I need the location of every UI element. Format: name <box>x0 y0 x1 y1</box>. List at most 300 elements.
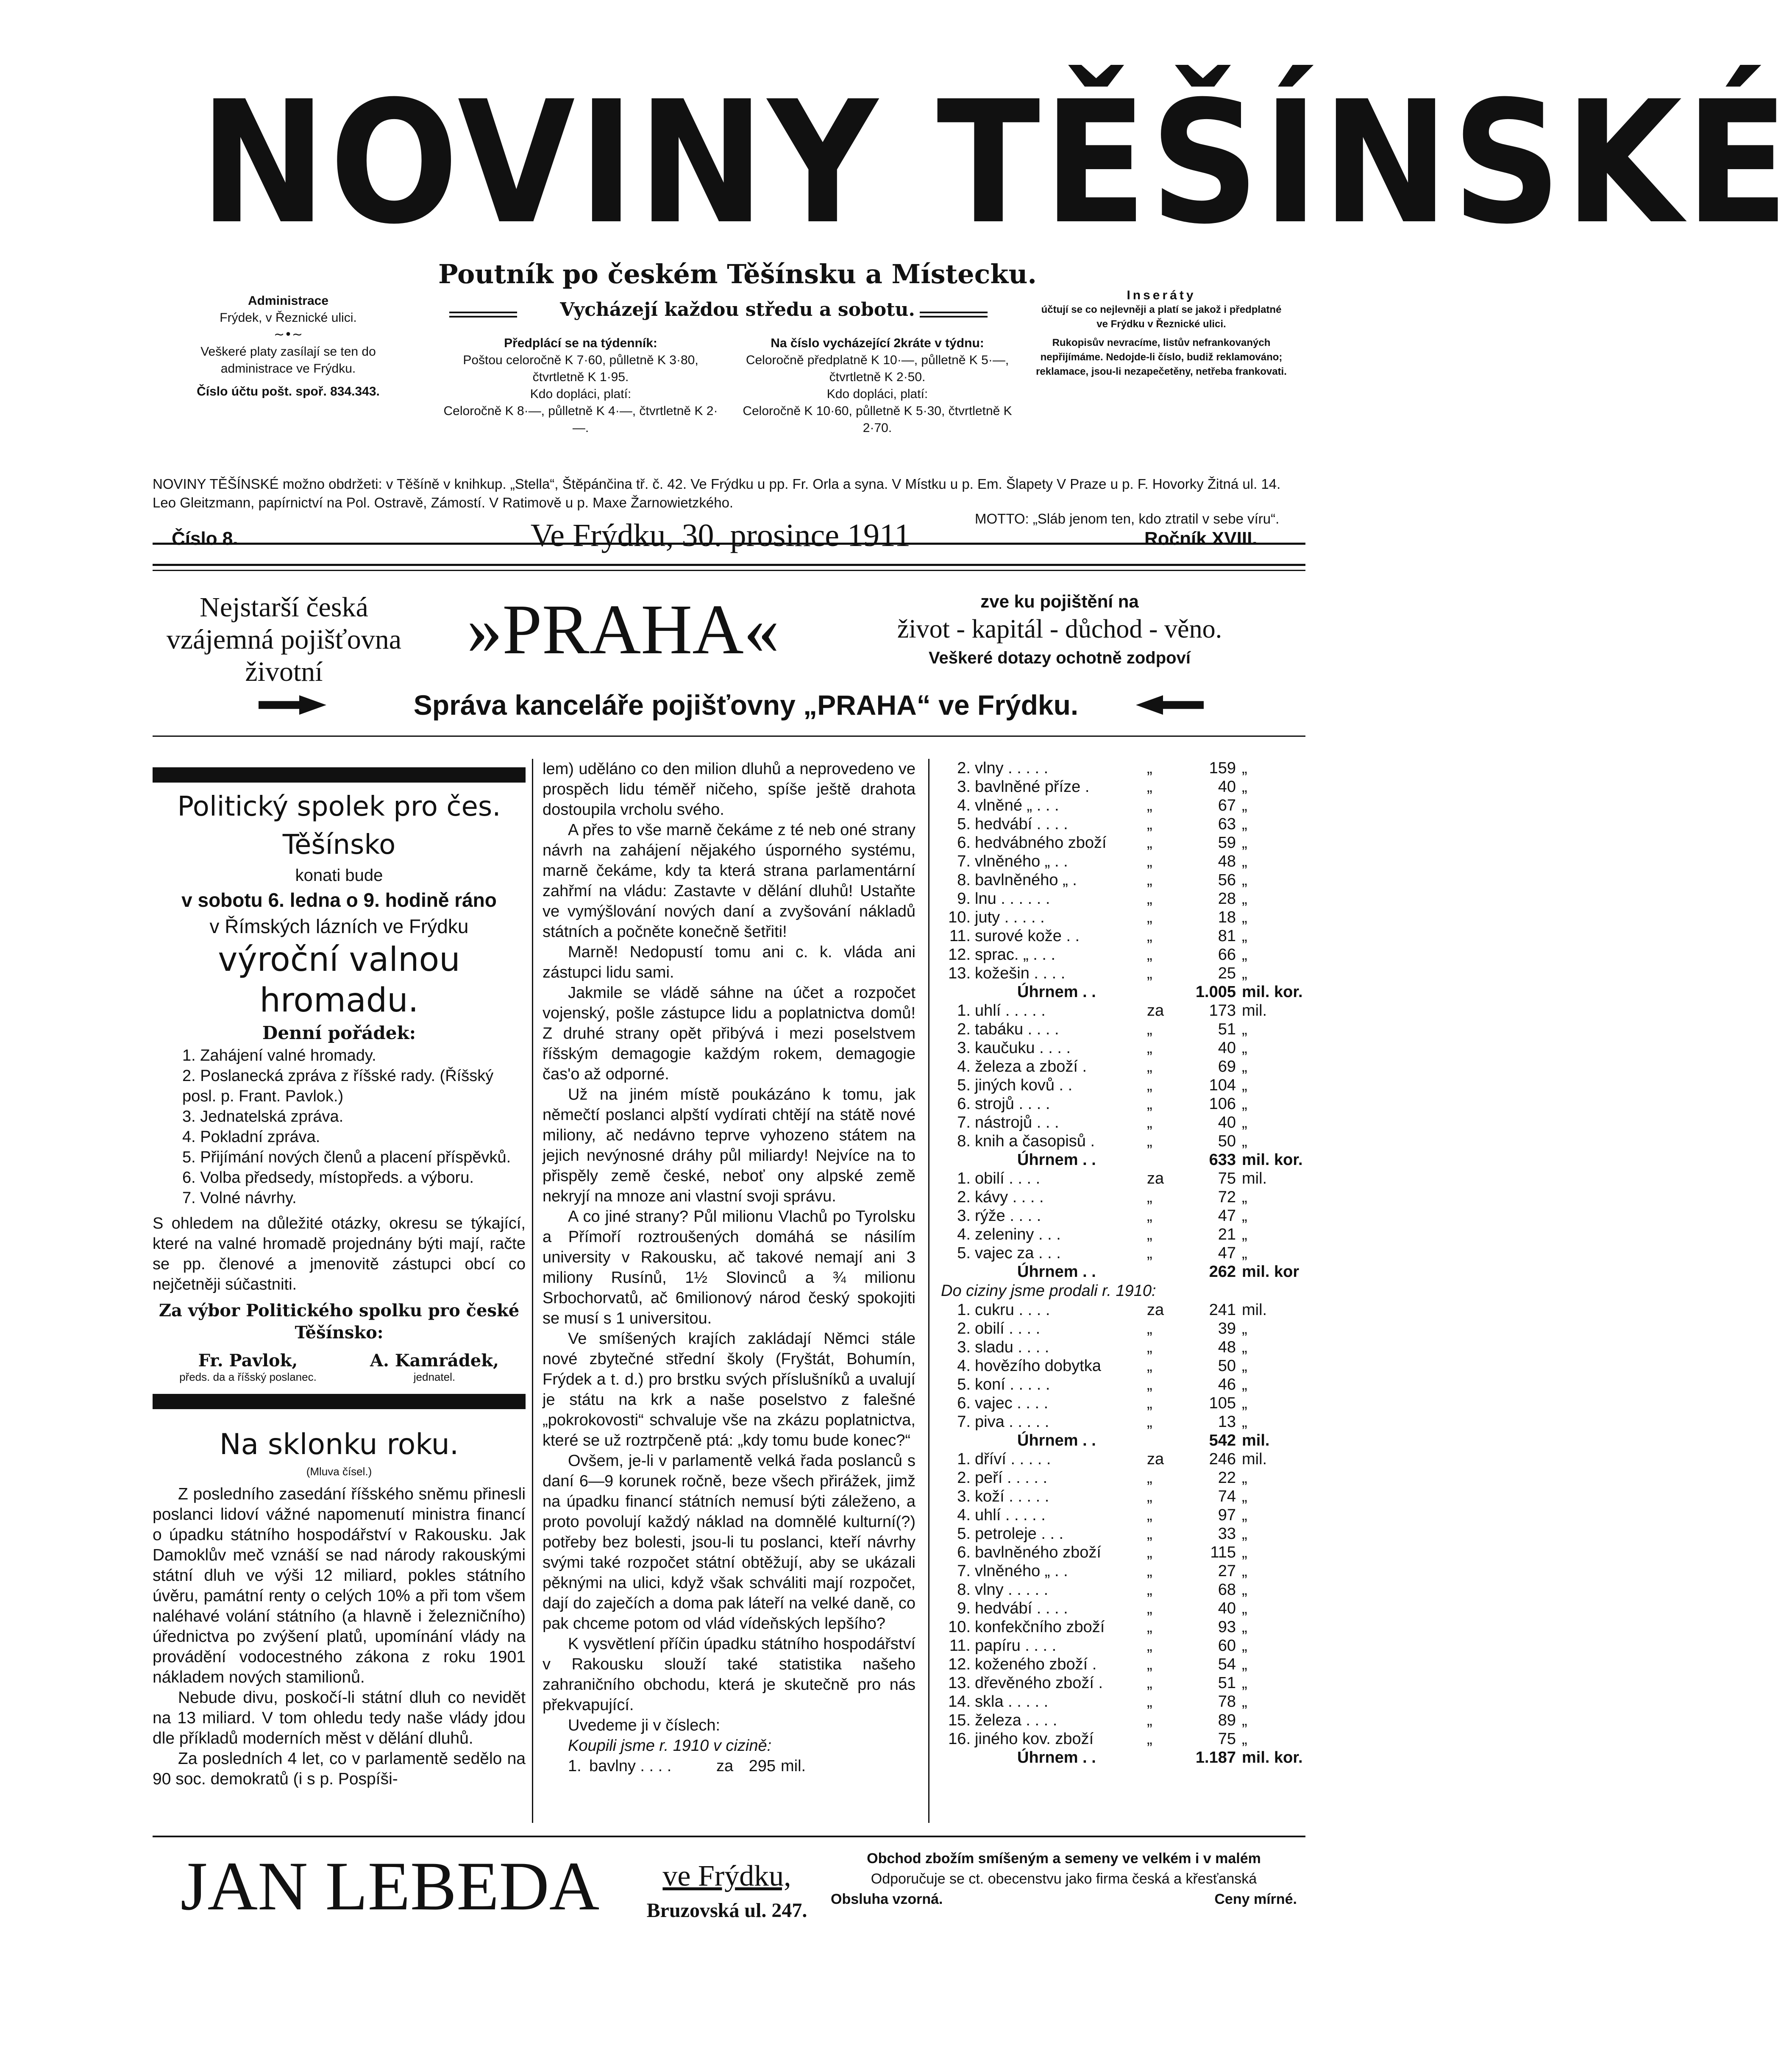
sum-label: Úhrnem . . <box>1017 1151 1096 1169</box>
table-row <box>941 1057 1305 1076</box>
signature-name: A. Kamrádek, <box>370 1351 499 1371</box>
row-unit: „ <box>1242 1207 1247 1225</box>
issue-number: Číslo 8. <box>172 528 238 549</box>
footer-prices: Ceny mírné. <box>1214 1891 1297 1907</box>
agenda-item: 7. Volné návrhy. <box>182 1189 297 1207</box>
row-prefix: „ <box>1147 1076 1152 1094</box>
row-number: 16. <box>948 1730 971 1748</box>
sum-label: Úhrnem . . <box>1017 1432 1096 1449</box>
row-item: rýže . . . . <box>975 1207 1041 1225</box>
article-paragraph: Za posledních 4 let, co v parlamentě sedělo na 90 soc. demokratů (i s p. Pospíši- <box>153 1750 526 1788</box>
row-value: 47 <box>1218 1244 1236 1262</box>
footer-place: ve Frýdku, <box>662 1860 791 1892</box>
row-unit: „ <box>1242 1637 1247 1655</box>
row-item: uhlí . . . . . <box>975 1002 1046 1020</box>
row-number: 3. <box>957 778 971 796</box>
row-prefix: „ <box>1147 908 1152 926</box>
row-prefix: „ <box>1147 1730 1152 1748</box>
row-number: 6. <box>957 1544 971 1561</box>
row-value: 63 <box>1218 815 1236 833</box>
article-paragraph: Ovšem, je-li v parlamentě velká řada poslanců s daní 6—9 korunek ročně, beze všech přirážek, jimž na úpadku financí státních nemusí býti záleženo, a proto povolují každý náklad na domnělé kulturní(?) potřeby bez bolesti, jsou-li tu poslanci, kteří návrhy svými také rozpočet státní obtěžují, aby se ukázali pěknými na ulici, když však schváliti mají rozpočet, dají do zaječích a doma pak láteří na velké daně, co pak chceme potom od vlád vídeňských lepšího? <box>543 1452 915 1633</box>
row-number: 3. <box>957 1488 971 1505</box>
row-value: 159 <box>1209 759 1236 777</box>
issue-volume: Ročník XVIII. <box>1144 528 1258 549</box>
sum-unit: mil. kor <box>1242 1263 1299 1281</box>
row-item: vlněného „ . . <box>975 1562 1068 1580</box>
row-prefix: „ <box>1147 853 1152 870</box>
table-row <box>941 1357 1305 1375</box>
agenda-item: 1. Zahájení valné hromady. <box>182 1047 376 1064</box>
row-item: hovězího dobytka <box>975 1357 1101 1375</box>
row-number: 15. <box>948 1711 971 1729</box>
export-table-goods <box>941 1450 1305 1748</box>
table-row <box>941 833 1305 852</box>
row-value: 48 <box>1218 853 1236 870</box>
footer-line1: Obchod zbožím smíšeným a semeny ve velkém i v malém <box>867 1850 1261 1867</box>
table-row <box>941 927 1305 945</box>
row-value: 105 <box>1209 1394 1236 1412</box>
row-value: 25 <box>1218 964 1236 982</box>
row-unit: mil. <box>1242 1301 1267 1319</box>
row-unit: „ <box>1242 1413 1247 1431</box>
row-value: 51 <box>1218 1674 1236 1692</box>
table-row <box>941 759 1305 777</box>
article-title: Na sklonku roku. <box>219 1428 459 1461</box>
row-item: strojů . . . . <box>975 1095 1050 1113</box>
row-number: 4. <box>957 797 971 814</box>
black-bar <box>153 1394 526 1409</box>
row-value: 66 <box>1218 946 1236 964</box>
agenda-item: 6. Volba předsedy, místopředs. a výboru. <box>182 1169 474 1187</box>
table-row <box>941 1580 1305 1599</box>
row-prefix: „ <box>1147 1693 1152 1711</box>
row-item: sprac. „ . . . <box>975 946 1056 964</box>
row-number: 5. <box>957 1525 971 1543</box>
meeting-line1: konati bude <box>295 866 383 885</box>
agenda-title: Denní pořádek: <box>262 1023 416 1043</box>
prices-twice-mail: Celoročně předplatně K 10·—, půlletně K 5·—, čtvrtletně K 2·50. <box>746 353 1009 384</box>
row-value: 13 <box>1218 1413 1236 1431</box>
row-prefix: „ <box>1147 1711 1152 1729</box>
row-unit: „ <box>1242 815 1247 833</box>
row-unit: „ <box>1242 871 1247 889</box>
row-value: 40 <box>1218 1599 1236 1617</box>
row-item: lnu . . . . . . <box>975 890 1050 908</box>
agenda-item: 3. Jednatelská zpráva. <box>182 1108 344 1126</box>
row-number: 3. <box>957 1039 971 1057</box>
sum-row-e <box>941 1748 1305 1767</box>
praha-ad-contact: Veškeré dotazy ochotně zodpoví <box>929 649 1191 667</box>
publishing-frequency: Vycházejí každou středu a sobotu. <box>560 299 915 320</box>
table-row <box>941 1506 1305 1524</box>
table-row <box>941 1450 1305 1468</box>
row-unit: „ <box>1242 1674 1247 1692</box>
article-paragraph: Už na jiném místě poukázáno k tomu, jak němečtí poslanci alpští vydírati chtějí na státě nové miliony, ač nedávno teprve vyhozeno státem na jejich nevýnosné dráhy půl miliardy! Nejvíce na to přispěly země české, neboť ony alpské země nekryjí na mnoze ani vlastní svoji správu. <box>543 1086 915 1205</box>
row-prefix: „ <box>1147 1132 1152 1150</box>
row-prefix: „ <box>1147 1655 1152 1673</box>
agenda-item: 2. Poslanecká zpráva z říšské rady. (Říšský posl. p. Frant. Pavlok.) <box>182 1067 494 1105</box>
table-row <box>941 1001 1305 1020</box>
row-number: 8. <box>957 871 971 889</box>
row-item: kožešin . . . . <box>975 964 1066 982</box>
table-row <box>941 1674 1305 1692</box>
row-value: 60 <box>1218 1637 1236 1655</box>
ornament: ~•~ <box>274 327 303 342</box>
row-unit: „ <box>1242 908 1247 926</box>
row-prefix: za <box>716 1757 734 1775</box>
row-item: koženého zboží . <box>975 1655 1097 1673</box>
article-paragraph: Ve smíšených krajích zakládají Němci stále nové zbytečné střední školy (Fryštát, Bohumín, Frýdek a t. d.) pro brstku svých příslušníků a uvalují je státu na krk a naše poselstvo z falešné „pokrokovosti“ schvaluje vše na zkázu poplatnictva, které se už roztrpčeně ptá: „kdy tomu bude konec?“ <box>543 1330 915 1449</box>
table-row <box>941 1207 1305 1225</box>
praha-ad-products: život - kapitál - důchod - věno. <box>897 615 1222 644</box>
row-item: vlněné „ . . . <box>975 797 1059 814</box>
row-prefix: „ <box>1147 1020 1152 1038</box>
export-heading: Do ciziny jsme prodali r. 1910: <box>941 1282 1156 1300</box>
meeting-note: S ohledem na důležité otázky, okresu se týkající, které na valné hromadě projednány býti mají, račte se pp. členové a jmenovitě zástupci obcí co nejčetněji súčastniti. <box>153 1215 526 1293</box>
table-row <box>941 871 1305 889</box>
row-item: knih a časopisů . <box>975 1132 1095 1150</box>
row-unit: „ <box>1242 1095 1247 1113</box>
table-row <box>543 1756 915 1776</box>
article-paragraph: Z posledního zasedání říšského sněmu přinesli poslanci lidoví vážné napomenutí ministra financí o úpadku státního hospodářství v Rakousku. Jak Damoklův meč vznáší se nad národy rakouskými státní dluh ve výši 12 miliard, pokles státního úvěru, památní renty o celých 10% a při tom všem naléhavé volání státního (a hlavně i železničního) úřednictva po zvýšení platů, upomínání vlády na provádění vodocestného zákona z roku 1901 nákladem nových stamilionů. <box>153 1485 526 1686</box>
row-value: 46 <box>1218 1376 1236 1393</box>
prices-weekly-mail: Poštou celoročně K 7·60, půlletně K 3·80, čtvrtletně K 1·95. <box>463 353 698 384</box>
row-prefix: „ <box>1147 871 1152 889</box>
row-unit: „ <box>1242 1655 1247 1673</box>
row-value: 50 <box>1218 1357 1236 1375</box>
row-prefix: „ <box>1147 1394 1152 1412</box>
row-number: 8. <box>957 1581 971 1599</box>
article-paragraph: lem) uděláno co den milion dluhů a neprovedeno ve prospěch lidu téměř ničeho, spíše ještě drahota dostoupila vrcholu svého. <box>543 760 915 819</box>
sum-unit: mil. kor. <box>1242 1749 1303 1767</box>
table-row <box>941 796 1305 815</box>
row-unit: „ <box>1242 759 1247 777</box>
table-row <box>941 1225 1305 1244</box>
row-item: koní . . . . . <box>975 1376 1050 1393</box>
row-value: 40 <box>1218 1114 1236 1131</box>
row-value: 27 <box>1218 1562 1236 1580</box>
row-number: 4. <box>957 1357 971 1375</box>
row-unit: „ <box>1242 1357 1247 1375</box>
row-unit: „ <box>1242 834 1247 852</box>
article-paragraph: Koupili jsme r. 1910 v cizině: <box>568 1737 772 1755</box>
row-value: 295 <box>749 1757 776 1775</box>
row-unit: „ <box>1242 1544 1247 1561</box>
article-paragraph: K vysvětlení příčin úpadku státního hospodářství v Rakousku slouží také statistika našeho zahraničního obchodu, která je skutečně pro nás překvapující. <box>543 1635 915 1714</box>
row-prefix: „ <box>1147 1562 1152 1580</box>
prices-weekly-heading: Předplácí se na týdenník: <box>504 336 657 350</box>
inserts-text: účtují se co nejlevněji a platí se jakož i předplatné ve Frýdku v Řeznické ulici. <box>1041 304 1282 330</box>
row-item: železa . . . . <box>975 1711 1057 1729</box>
table-row <box>941 777 1305 796</box>
table-row <box>941 889 1305 908</box>
sum-label: Úhrnem . . <box>1017 1263 1096 1281</box>
row-unit: „ <box>1242 1506 1247 1524</box>
row-unit: „ <box>1242 1114 1247 1131</box>
row-unit: „ <box>1242 1469 1247 1487</box>
row-number: 1. <box>957 1002 971 1020</box>
row-item: hedvábného zboží <box>975 834 1107 852</box>
row-number: 5. <box>957 1076 971 1094</box>
row-unit: mil. <box>781 1757 806 1775</box>
row-unit: „ <box>1242 1376 1247 1393</box>
row-value: 241 <box>1209 1301 1236 1319</box>
sum-value: 633 <box>1209 1151 1236 1169</box>
row-item: bavlněného „ . <box>975 871 1077 889</box>
row-item: vajec . . . . <box>975 1394 1049 1412</box>
row-number: 6. <box>957 1394 971 1412</box>
row-prefix: za <box>1147 1002 1164 1020</box>
sum-value: 262 <box>1209 1263 1236 1281</box>
row-value: 50 <box>1218 1132 1236 1150</box>
row-value: 78 <box>1218 1693 1236 1711</box>
row-unit: „ <box>1242 853 1247 870</box>
row-item: piva . . . . . <box>975 1413 1049 1431</box>
row-number: 2. <box>957 1320 971 1337</box>
row-item: bavlny . . . . <box>589 1757 672 1775</box>
row-number: 11. <box>949 927 971 945</box>
article-paragraph: Uvedeme ji v číslech: <box>568 1716 721 1734</box>
table-row <box>941 1375 1305 1394</box>
praha-ad-invite: zve ku pojištění na <box>980 591 1139 611</box>
row-item: hedvábí . . . . <box>975 1599 1068 1617</box>
article-paragraph: A co jiné strany? Půl milionu Vlachů po Tyrolsku a Přímoří roztroušených domáhá se násilím university v Rakousku, ač takové nemají ani 3 miliony Rusínů, 1½ Slovinců a ¾ milionu Srbochorvatů, ač 6milionový národ český spokojiti se musí s 1 universitou. <box>543 1208 915 1327</box>
meeting-line3: v Římských lázních ve Frýdku <box>209 915 469 937</box>
row-number: 1. <box>568 1757 582 1775</box>
table-row <box>941 1113 1305 1132</box>
sum-row-c <box>941 1262 1305 1281</box>
column-divider <box>928 759 929 1823</box>
row-value: 72 <box>1218 1188 1236 1206</box>
row-unit: „ <box>1242 890 1247 908</box>
row-unit: „ <box>1242 1338 1247 1356</box>
row-prefix: „ <box>1147 1376 1152 1393</box>
row-value: 33 <box>1218 1525 1236 1543</box>
row-number: 8. <box>957 1132 971 1150</box>
row-number: 5. <box>957 1244 971 1262</box>
sum-value: 1.187 <box>1195 1749 1236 1767</box>
row-item: dříví . . . . . <box>975 1450 1051 1468</box>
row-prefix: „ <box>1147 1637 1152 1655</box>
table-row <box>941 1636 1305 1655</box>
row-unit: „ <box>1242 1076 1247 1094</box>
article-paragraph: A přes to vše marně čekáme z té neb oné strany návrh na zahájení nějakého úsporného systému, marně čekáme, kdy ta která strana parlamentární zahřmí na vládu: Zastavte v dělání dluhů! Ustaňte ve vymýšlování nových daní a zvyšování nákladů státních a počněte konečně šetřiti! <box>543 821 915 941</box>
table-row <box>941 1413 1305 1431</box>
administration-box <box>170 293 407 400</box>
row-item: vlny . . . . . <box>975 1581 1049 1599</box>
row-value: 89 <box>1218 1711 1236 1729</box>
signature-name: Fr. Pavlok, <box>198 1351 298 1371</box>
row-item: jiných kovů . . <box>975 1076 1073 1094</box>
signature-role: jednatel. <box>413 1371 456 1383</box>
row-prefix: za <box>1147 1301 1164 1319</box>
import-table-raw <box>941 1001 1305 1151</box>
footer-name: JAN LEBEDA <box>180 1848 600 1925</box>
row-value: 173 <box>1209 1002 1236 1020</box>
row-item: cukru . . . . <box>975 1301 1050 1319</box>
administration-title: Administrace <box>248 294 329 308</box>
row-value: 21 <box>1218 1226 1236 1243</box>
table-row <box>941 1711 1305 1730</box>
row-number: 4. <box>957 1226 971 1243</box>
table-row <box>941 1169 1305 1188</box>
signature-2 <box>370 1351 499 1384</box>
table-row <box>941 1730 1305 1748</box>
row-prefix: „ <box>1147 964 1152 982</box>
sum-unit: mil. kor. <box>1242 983 1303 1001</box>
row-prefix: „ <box>1147 1581 1152 1599</box>
sum-row-b <box>941 1151 1305 1169</box>
row-unit: „ <box>1242 946 1247 964</box>
row-prefix: „ <box>1147 759 1152 777</box>
row-value: 22 <box>1218 1469 1236 1487</box>
row-number: 1. <box>957 1170 971 1187</box>
signatures <box>153 1351 526 1384</box>
row-value: 67 <box>1218 797 1236 814</box>
masthead: NOVINY TĚŠÍNSKÉ <box>199 65 1792 261</box>
row-prefix: „ <box>1147 1207 1152 1225</box>
footer-service: Obsluha vzorná. <box>831 1891 943 1907</box>
row-value: 97 <box>1218 1506 1236 1524</box>
table-row <box>941 1543 1305 1562</box>
table-row <box>941 1301 1305 1319</box>
row-number: 2. <box>957 1469 971 1487</box>
row-prefix: za <box>1147 1170 1164 1187</box>
prices-twice-heading: Na číslo vycházející 2kráte v týdnu: <box>771 336 984 350</box>
row-value: 48 <box>1218 1338 1236 1356</box>
row-unit: „ <box>1242 1730 1247 1748</box>
row-unit: „ <box>1242 1058 1247 1076</box>
row-number: 4. <box>957 1506 971 1524</box>
divider <box>153 736 1305 737</box>
row-item: tabáku . . . . <box>975 1020 1059 1038</box>
row-number: 2. <box>957 1188 971 1206</box>
row-unit: „ <box>1242 1244 1247 1262</box>
row-value: 75 <box>1218 1730 1236 1748</box>
row-number: 6. <box>957 834 971 852</box>
row-number: 9. <box>957 890 971 908</box>
row-item: sladu . . . . <box>975 1338 1049 1356</box>
row-unit: „ <box>1242 964 1247 982</box>
table-row <box>941 1487 1305 1506</box>
row-value: 40 <box>1218 1039 1236 1057</box>
row-number: 4. <box>957 1058 971 1076</box>
row-value: 47 <box>1218 1207 1236 1225</box>
row-unit: „ <box>1242 1132 1247 1150</box>
inserts-note: Rukopisův nevracíme, listův nefrankovaných nepřijímáme. Nedojde-li číslo, budiž reklamováno; reklamace, jsou-li nezapečetěny, netřeba frankovati. <box>1036 337 1287 377</box>
inserts-box <box>1034 288 1288 379</box>
article-paragraph: Nebude divu, poskočí-li státní dluh co nevidět na 13 miliard. V tom ohledu tedy naše vlády jdou dle příkladů moderních měst v dělání dluhů. <box>153 1689 526 1747</box>
motto: MOTTO: „Sláb jenom ten, kdo ztratil v sebe víru“. <box>975 511 1280 527</box>
row-value: 18 <box>1218 908 1236 926</box>
sum-row-a <box>941 983 1305 1001</box>
row-item: skla . . . . . <box>975 1693 1049 1711</box>
row-value: 56 <box>1218 871 1236 889</box>
row-item: vlněného „ . . <box>975 853 1068 870</box>
sum-unit: mil. kor. <box>1242 1151 1303 1169</box>
row-item: zeleniny . . . <box>975 1226 1061 1243</box>
row-prefix: „ <box>1147 1469 1152 1487</box>
row-unit: „ <box>1242 1581 1247 1599</box>
table-row <box>941 1319 1305 1338</box>
row-value: 28 <box>1218 890 1236 908</box>
row-prefix: „ <box>1147 1618 1152 1636</box>
row-unit: „ <box>1242 927 1247 945</box>
row-item: bavlněné příze . <box>975 778 1090 796</box>
row-prefix: „ <box>1147 1244 1152 1262</box>
row-item: peří . . . . . <box>975 1469 1048 1487</box>
row-number: 12. <box>948 946 971 964</box>
row-number: 3. <box>957 1338 971 1356</box>
row-prefix: „ <box>1147 1525 1152 1543</box>
row-prefix: „ <box>1147 1506 1152 1524</box>
row-item: vajec za . . . <box>975 1244 1061 1262</box>
row-prefix: „ <box>1147 927 1152 945</box>
row-value: 106 <box>1209 1095 1236 1113</box>
row-prefix: „ <box>1147 815 1152 833</box>
row-prefix: „ <box>1147 1599 1152 1617</box>
table-row <box>941 1020 1305 1039</box>
row-number: 12. <box>948 1655 971 1673</box>
row-item: konfekčního zboží <box>975 1618 1105 1636</box>
availability-line: NOVINY TĚŠÍNSKÉ možno obdržeti: v Těšíně v knihkup. „Stella“, Štěpánčina tř. č. 42. Ve Frýdku u pp. Fr. Orla a syna. V Místku u p. Em. Šlapety V Praze u p. F. Hovorky Žitná ul. 14. Leo Gleitzmann, papírnictví na Pol. Ostravě, Zámostí. V Ratimově u p. Maxe Žarnowietzkého. <box>153 476 1281 510</box>
row-item: bavlněného zboží <box>975 1544 1101 1561</box>
footer-address: Bruzovská ul. 247. <box>646 1899 807 1922</box>
sum-label: Úhrnem . . <box>1017 1749 1096 1767</box>
row-prefix: „ <box>1147 1544 1152 1561</box>
row-unit: „ <box>1242 1320 1247 1337</box>
column-2 <box>543 759 915 1776</box>
prices-weekly-deliver: Celoročně K 8·—, půlletně K 4·—, čtvrtletně K 2·—. <box>443 404 718 435</box>
row-unit: „ <box>1242 1693 1247 1711</box>
footer-line2: Odporučuje se ct. obecenstvu jako firma česká a křesťanská <box>871 1871 1257 1887</box>
row-item: nástrojů . . . <box>975 1114 1059 1131</box>
row-number: 2. <box>957 759 971 777</box>
row-unit: mil. <box>1242 1002 1267 1020</box>
prices-twice <box>729 335 1026 437</box>
row-unit: „ <box>1242 1039 1247 1057</box>
row-number: 5. <box>957 815 971 833</box>
row-number: 7. <box>957 1562 971 1580</box>
import-table-textiles <box>941 759 1305 983</box>
divider <box>153 564 1305 566</box>
row-value: 93 <box>1218 1618 1236 1636</box>
row-number: 3. <box>957 1207 971 1225</box>
row-prefix: „ <box>1147 1413 1152 1431</box>
praha-ad-right <box>818 591 1301 668</box>
row-number: 6. <box>957 1095 971 1113</box>
row-number: 7. <box>957 1413 971 1431</box>
row-value: 81 <box>1218 927 1236 945</box>
row-item: papíru . . . . <box>975 1637 1057 1655</box>
table-row <box>941 1244 1305 1262</box>
row-number: 2. <box>957 1020 971 1038</box>
row-unit: „ <box>1242 1618 1247 1636</box>
row-number: 1. <box>957 1450 971 1468</box>
row-prefix: „ <box>1147 797 1152 814</box>
row-item: kaučuku . . . . <box>975 1039 1071 1057</box>
row-number: 10. <box>948 908 971 926</box>
row-item: juty . . . . . <box>975 908 1045 926</box>
table-row <box>941 1655 1305 1674</box>
row-item: obilí . . . . <box>975 1170 1041 1187</box>
meeting-line2: v sobotu 6. ledna o 9. hodině ráno <box>181 889 497 911</box>
table-row <box>941 964 1305 983</box>
row-number: 10. <box>948 1618 971 1636</box>
row-item: vlny . . . . . <box>975 759 1049 777</box>
issue-date: Ve Frýdku, 30. prosince 1911 <box>530 518 911 553</box>
sum-row-d <box>941 1431 1305 1450</box>
